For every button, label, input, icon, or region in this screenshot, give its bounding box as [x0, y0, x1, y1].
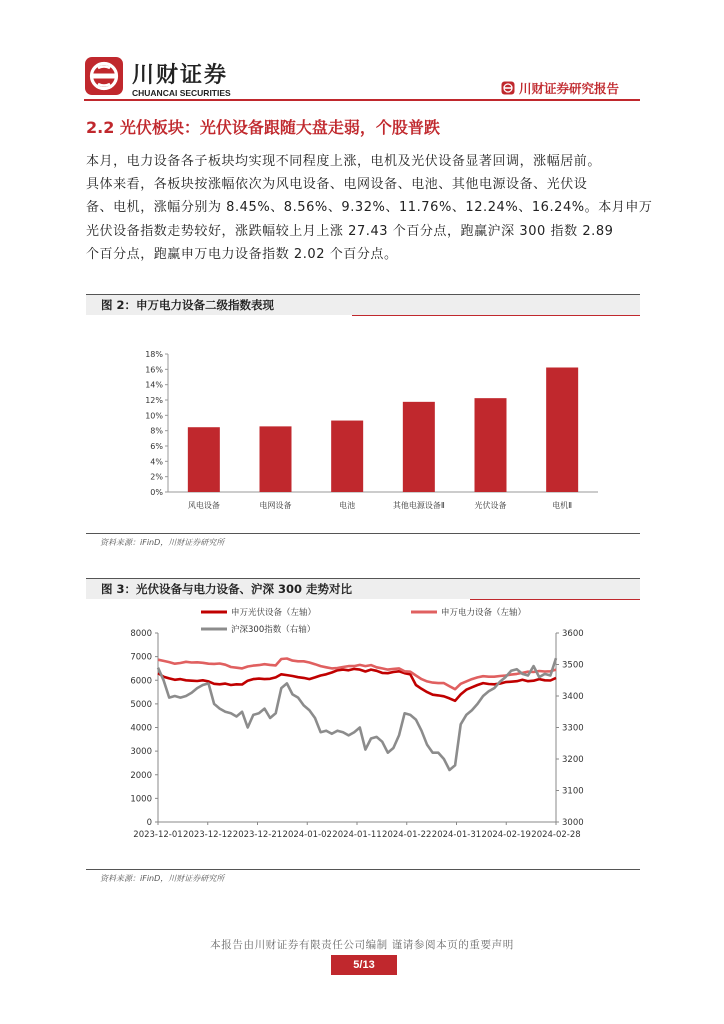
right-tick-label: 3000: [562, 818, 584, 828]
company-name-en: CHUANCAI SECURITIES: [132, 88, 231, 98]
figure3-line-chart: [86, 602, 640, 868]
x-tick-label: 电网设备: [259, 501, 292, 510]
footer-disclaimer: 本报告由川财证券有限责任公司编制 谨请参阅本页的重要声明: [210, 939, 514, 951]
y-tick-label: 12%: [145, 396, 163, 405]
page-number: 5/13: [331, 955, 397, 975]
figure3-source: 资料来源：iFinD，川财证券研究所: [100, 874, 225, 883]
right-tick-label: 3100: [562, 786, 584, 797]
figure3-title-bar: [86, 578, 640, 599]
left-tick-label: 0: [146, 818, 152, 828]
paragraph-line: 本月，电力设备各子板块均实现不同程度上涨，电机及光伏设备显著回调，涨幅居前。: [86, 154, 601, 169]
company-logo-icon: [84, 56, 124, 96]
paragraph-line: 备、电机，涨幅分别为 8.45%、8.56%、9.32%、11.76%、12.24%、16.24%。本月申万: [86, 200, 653, 216]
left-tick-label: 2000: [130, 770, 152, 781]
company-name-cn: 川财证券: [132, 63, 229, 88]
x-tick-label: 电池: [339, 501, 356, 510]
report-tag: [501, 79, 619, 97]
x-tick-label: 2023-12-12: [183, 830, 233, 840]
section-title: 2.2 光伏板块：光伏设备跟随大盘走弱，个股普跌: [86, 118, 440, 137]
left-tick-label: 4000: [130, 723, 152, 734]
left-tick-label: 3000: [130, 747, 152, 758]
x-tick-label: 电机Ⅱ: [552, 501, 573, 510]
x-tick-label: 2023-12-21: [232, 830, 283, 840]
x-tick-label: 2024-01-31: [431, 830, 482, 840]
y-tick-label: 14%: [145, 380, 163, 390]
body-paragraph: [86, 150, 653, 266]
x-tick-label: 2023-12-01: [133, 830, 183, 840]
legend-label: 申万光伏设备（左轴）: [231, 608, 317, 618]
bar: [546, 367, 578, 492]
y-tick-label: 18%: [145, 350, 163, 359]
left-tick-label: 1000: [130, 794, 152, 805]
right-tick-label: 3300: [562, 723, 584, 734]
figure3-title-underline: [470, 599, 640, 600]
paragraph-line: 具体来看，各板块按涨幅依次为风电设备、电网设备、电池、其他电源设备、光伏设: [86, 177, 588, 193]
bar: [475, 398, 507, 492]
x-tick-label: 2024-02-28: [531, 830, 581, 840]
x-tick-label: 2024-01-02: [282, 830, 332, 840]
bar: [331, 421, 363, 492]
figure2-source: 资料来源：iFinD，川财证券研究所: [100, 538, 225, 547]
x-tick-label: 2024-01-22: [382, 830, 432, 840]
figure2-title-bar: [86, 294, 640, 315]
x-tick-label: 风电设备: [187, 501, 220, 510]
legend-label: 沪深300指数（右轴）: [231, 625, 316, 635]
left-tick-label: 8000: [130, 629, 152, 639]
bar: [403, 402, 435, 492]
x-tick-label: 其他电源设备Ⅱ: [392, 501, 445, 510]
figure2-bottom-rule: [86, 533, 640, 534]
bar: [188, 427, 220, 492]
right-tick-label: 3400: [562, 692, 584, 702]
left-tick-label: 5000: [130, 699, 152, 710]
y-tick-label: 16%: [145, 365, 163, 375]
paragraph-line: 光伏设备指数走势较好，涨跌幅较上月上涨 27.43 个百分点，跑赢沪深 300 指数 2.89: [86, 223, 614, 239]
x-tick-label: 光伏设备: [474, 501, 507, 510]
right-tick-label: 3200: [562, 755, 584, 765]
figure3-bottom-rule: [86, 869, 640, 870]
right-tick-label: 3500: [562, 660, 584, 671]
header-divider: [84, 99, 640, 101]
bar: [260, 426, 292, 492]
y-tick-label: 8%: [150, 426, 163, 436]
y-tick-label: 4%: [150, 457, 163, 467]
series-line-3: [158, 658, 556, 770]
left-tick-label: 7000: [130, 652, 152, 663]
y-tick-label: 2%: [150, 472, 163, 482]
figure2-bar-chart: [86, 330, 640, 530]
report-logo-icon: [501, 81, 515, 95]
report-tag-text: 川财证券研究报告: [519, 81, 620, 96]
figure3-title: 图 3：光伏设备与电力设备、沪深 300 走势对比: [101, 582, 353, 596]
y-tick-label: 0%: [150, 488, 163, 497]
figure2-title-underline: [352, 315, 640, 316]
x-tick-label: 2024-01-11: [332, 830, 382, 840]
paragraph-line: 个百分点，跑赢申万电力设备指数 2.02 个百分点。: [86, 246, 398, 262]
left-tick-label: 6000: [130, 676, 152, 687]
legend-label: 申万电力设备（左轴）: [441, 608, 527, 618]
right-tick-label: 3600: [562, 629, 584, 639]
x-tick-label: 2024-02-19: [481, 830, 531, 840]
figure2-title: 图 2：申万电力设备二级指数表现: [101, 298, 275, 312]
y-tick-label: 6%: [150, 442, 163, 451]
y-tick-label: 10%: [145, 411, 163, 421]
